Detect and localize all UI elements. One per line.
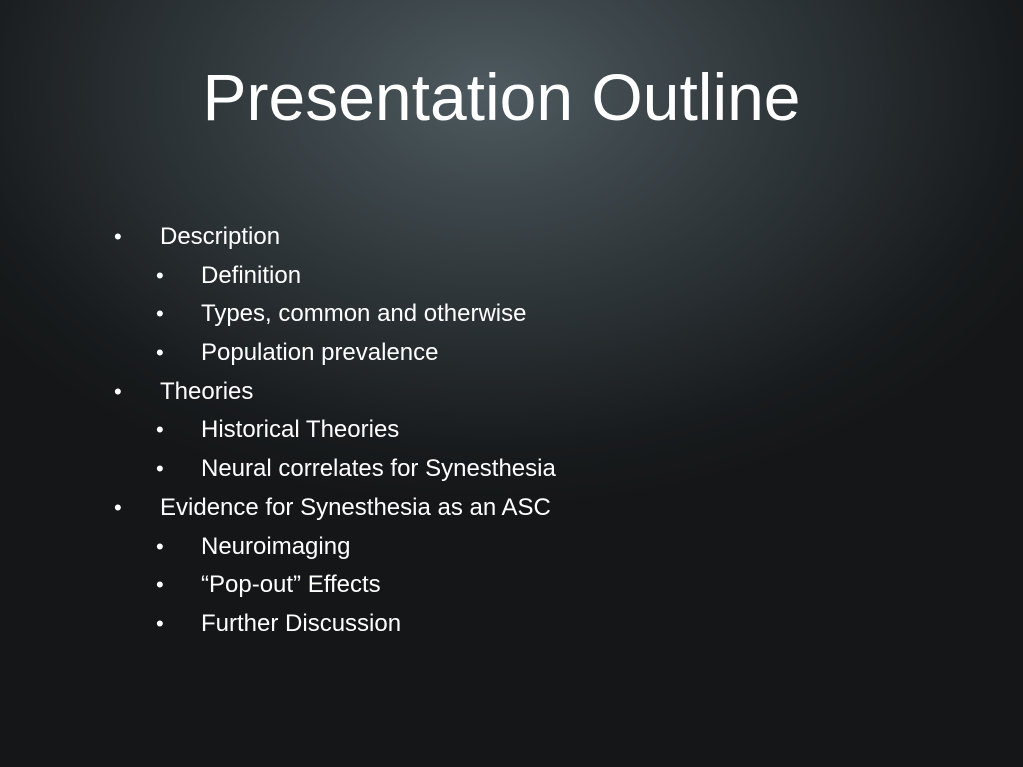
bullet-icon: •: [156, 340, 164, 366]
outline-subitem-further-discussion: [0, 605, 1023, 644]
outline-item-text: Population prevalence: [201, 339, 439, 367]
outline-subitem-neuroimaging: [0, 528, 1023, 567]
outline-subitem-historical-theories: [0, 411, 1023, 450]
outline-item-description: [0, 218, 1023, 257]
bullet-icon: •: [114, 378, 122, 404]
outline-item-text: Historical Theories: [201, 416, 400, 444]
outline-subitem-definition: [0, 257, 1023, 296]
bullet-icon: •: [156, 417, 164, 443]
outline-item-text: Types, common and otherwise: [201, 300, 527, 328]
outline-list: [0, 218, 1023, 644]
outline-item-theories: [0, 373, 1023, 412]
bullet-icon: •: [114, 224, 122, 249]
outline-item-text: Neural correlates for Synesthesia: [201, 455, 556, 483]
bullet-icon: •: [156, 301, 164, 327]
outline-item-text: Neuroimaging: [201, 532, 351, 560]
outline-item-text: Description: [160, 223, 281, 250]
outline-subitem-types: [0, 295, 1023, 334]
outline-item-text: Evidence for Synesthesia as an ASC: [160, 493, 551, 521]
outline-item-evidence: [0, 489, 1023, 528]
outline-item-text: Definition: [201, 261, 302, 289]
bullet-icon: •: [156, 456, 164, 482]
bullet-icon: •: [114, 494, 122, 520]
outline-item-text: Theories: [160, 377, 254, 405]
outline-item-text: Further Discussion: [201, 609, 402, 637]
bullet-icon: •: [156, 572, 164, 598]
bullet-icon: •: [156, 262, 164, 288]
bullet-icon: •: [156, 610, 164, 636]
outline-subitem-neural-correlates: [0, 450, 1023, 489]
slide-title: Presentation Outline: [202, 60, 801, 134]
outline-item-text: “Pop-out” Effects: [201, 571, 381, 599]
outline-subitem-population-prevalence: [0, 334, 1023, 373]
bullet-icon: •: [156, 533, 164, 559]
outline-subitem-pop-out-effects: [0, 566, 1023, 605]
